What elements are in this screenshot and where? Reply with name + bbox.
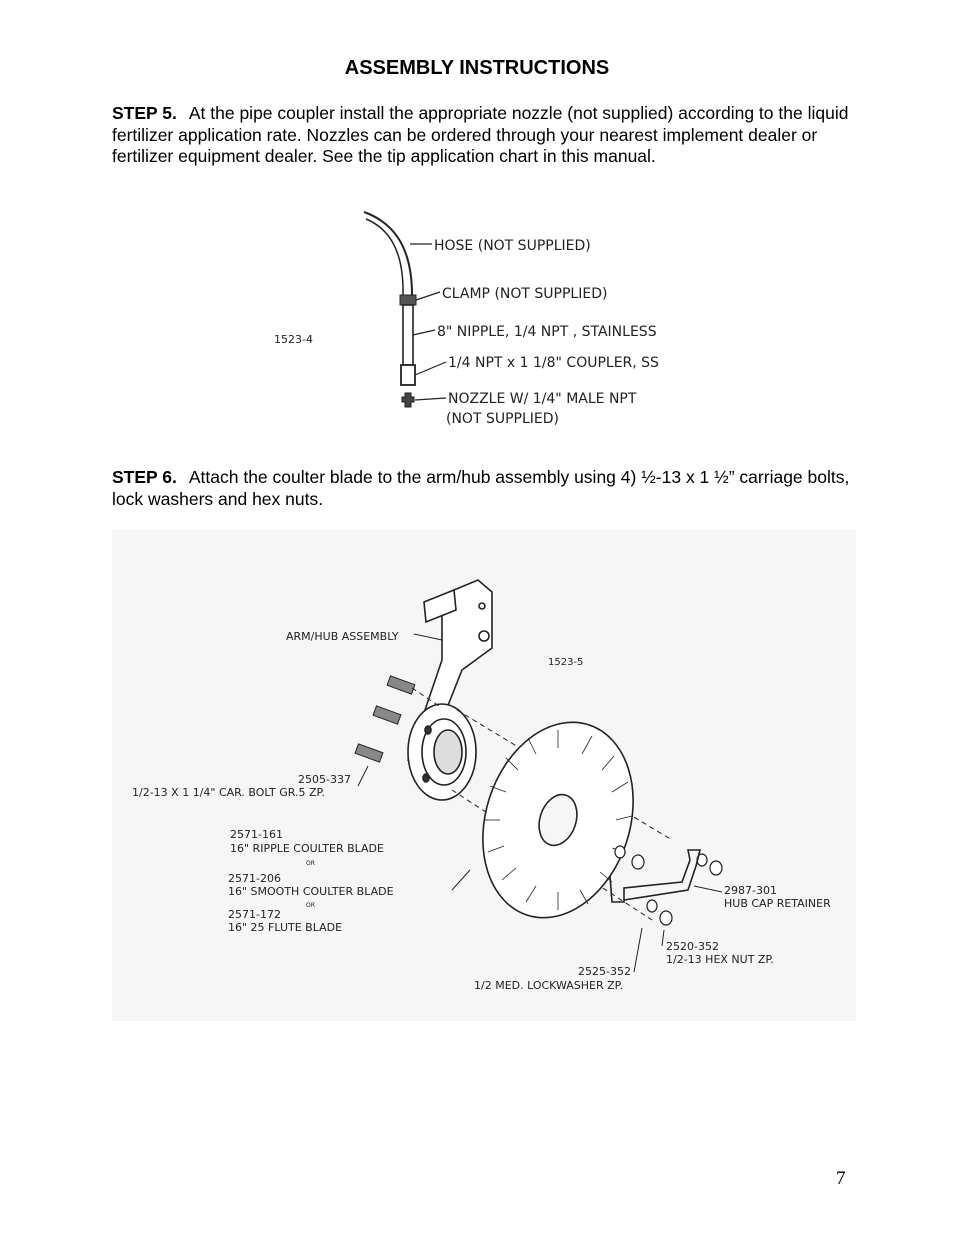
step-5-paragraph [112, 103, 862, 168]
carriage-bolts-drawing [355, 676, 415, 762]
hub-drawing [408, 704, 476, 800]
bolt-description: 1/2-13 X 1 1/4" CAR. BOLT GR.5 ZP. [132, 786, 325, 799]
figure-2-id: 1523-5 [548, 657, 584, 668]
figure-1-id: 1523-4 [274, 333, 313, 346]
coulter-blade-drawing [459, 703, 658, 938]
or-label-2: OR [306, 902, 315, 909]
clamp-callout: CLAMP (NOT SUPPLIED) [442, 286, 608, 302]
blade2-part-number: 2571-206 [228, 872, 281, 885]
blade1-description: 16" RIPPLE COULTER BLADE [230, 842, 384, 855]
step-6-paragraph [112, 467, 862, 510]
washer-description: 1/2 MED. LOCKWASHER ZP. [474, 979, 624, 992]
step-5-label: STEP 5. [112, 103, 177, 123]
nozzle-callout-line2: (NOT SUPPLIED) [446, 411, 559, 427]
step-6-label: STEP 6. [112, 467, 177, 487]
washers-nuts-drawing [615, 846, 722, 925]
page-title: ASSEMBLY INSTRUCTIONS [344, 57, 610, 79]
nozzle-callout-line1: NOZZLE W/ 1/4" MALE NPT [448, 391, 637, 407]
or-label-1: OR [306, 860, 315, 867]
step-5-text: At the pipe coupler install the appropriate nozzle (not supplied) according to the liquid fertilizer application rate. Nozzles can be ordered through your nearest implement dealer or fertilizer equipment dealer. See the tip application chart in this manual. [112, 103, 849, 166]
retainer-description: HUB CAP RETAINER [724, 897, 831, 910]
blade1-part-number: 2571-161 [230, 828, 283, 841]
page-number: 7 [836, 1168, 846, 1189]
hose-callout: HOSE (NOT SUPPLIED) [434, 238, 591, 254]
nut-description: 1/2-13 HEX NUT ZP. [666, 953, 774, 966]
blade2-description: 16" SMOOTH COULTER BLADE [228, 885, 394, 898]
coulter-blade-assembly-diagram [112, 530, 856, 1021]
step-6-text: Attach the coulter blade to the arm/hub assembly using 4) ½-13 x 1 ½” carriage bolts, lock washers and hex nuts. [112, 467, 850, 509]
coupler-callout: 1/4 NPT x 1 1/8" COUPLER, SS [448, 355, 659, 371]
arm-hub-callout: ARM/HUB ASSEMBLY [286, 630, 399, 643]
blade3-part-number: 2571-172 [228, 908, 281, 921]
hub-cap-retainer-drawing [610, 850, 700, 902]
retainer-part-number: 2987-301 [724, 884, 777, 897]
washer-part-number: 2525-352 [578, 965, 631, 978]
blade3-description: 16" 25 FLUTE BLADE [228, 921, 343, 934]
bolt-part-number: 2505-337 [298, 773, 351, 786]
hose-nozzle-diagram [260, 200, 720, 440]
nut-part-number: 2520-352 [666, 940, 719, 953]
nipple-callout: 8" NIPPLE, 1/4 NPT , STAINLESS [437, 324, 657, 340]
